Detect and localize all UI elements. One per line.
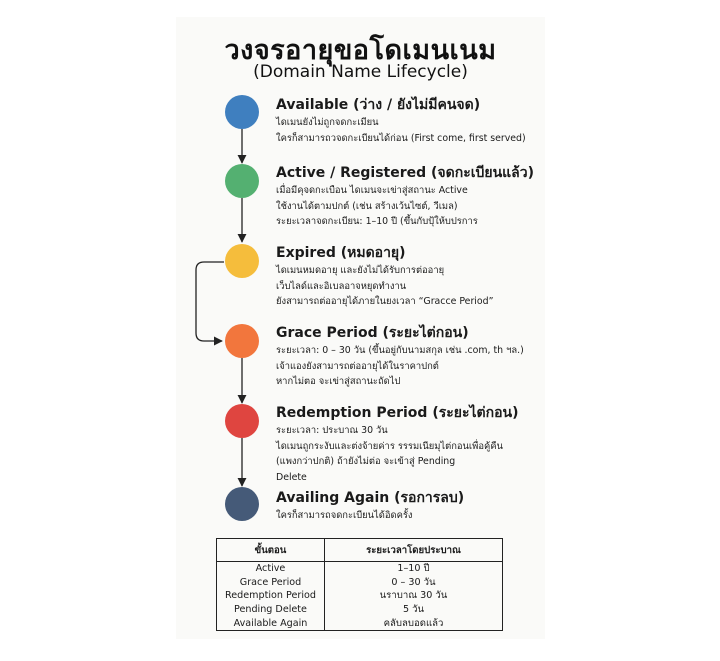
- table-row: [217, 589, 503, 603]
- stage-description-line: ยังสามารถต่ออายุได้ภายในยงเวลา “Gracce Period”: [276, 296, 494, 307]
- duration-cell: นราบาณ 30 วัน: [325, 589, 503, 603]
- stage-cell: Redemption Period: [217, 589, 325, 603]
- stage-title: Available (ว่าง / ยังไม่มีคนจด): [276, 97, 481, 113]
- stage-title: Expired (หมดอายุ): [276, 245, 406, 261]
- arrow-expired-to-grace: [196, 262, 224, 341]
- duration-cell: คลับลบอดแล้ว: [325, 616, 503, 630]
- stage-grace-period: [276, 324, 546, 390]
- stage-title: Grace Period (ระยะไต่กอน): [276, 325, 469, 341]
- stage-expired: [276, 244, 546, 310]
- stage-cell: Pending Delete: [217, 603, 325, 617]
- table-row: [217, 576, 503, 590]
- stage-description-line: ระยะเวลา: 0 – 30 วัน (ขึ้นอยู่กับนามสกุล เช่น .com, th ฯล.): [276, 345, 524, 356]
- duration-cell: 0 – 30 วัน: [325, 576, 503, 590]
- stage-description-line: เว็บไลด์และอิเบลอาจหยุดทำงาน: [276, 280, 407, 292]
- status-dot-active: [225, 164, 259, 198]
- stage-title: Active / Registered (จดกะเบียนแล้ว): [276, 165, 535, 181]
- status-dot-grace-period: [225, 324, 259, 358]
- column-header-stage: ขั้นตอน: [217, 539, 325, 562]
- stage-cell: Grace Period: [217, 576, 325, 590]
- stage-description-line: ใช้งานได้ตามปกต์ (เช่น สร้างเว้นไซต์, วีเมล): [276, 200, 458, 212]
- duration-cell: 5 วัน: [325, 603, 503, 617]
- stage-description-line: ระยะเวลาจดกะเบียน: 1–10 ปี (ขึ้นกับปุ้ให้บปรการ: [276, 216, 478, 227]
- stage-description-line: ใครก็สามารถจดกะเบียนได้อิดครั้ง: [276, 510, 413, 521]
- table-row: [217, 603, 503, 617]
- stage-description-line: ใครก็สามารถวจดกะเบียนได้ก่อน (First come, first served): [276, 132, 526, 144]
- stage-description-line: ไดเมนหมดอายุ และยังไม่ได้รับการต่ออายุ: [276, 265, 445, 276]
- stage-active: [276, 164, 546, 230]
- duration-cell: 1–10 ปี: [325, 562, 503, 576]
- stage-available-again: [276, 489, 546, 524]
- status-dot-redemption: [225, 404, 259, 438]
- page-title: วงจรอายุขอโดเมนเนม: [224, 35, 497, 66]
- stage-cell: Available Again: [217, 616, 325, 630]
- status-dot-available: [225, 95, 259, 129]
- stage-description-line: (แพงกว่าปกติ) ถ้ายังไม่ต่อ จะเข้าสู่ Pending: [276, 456, 456, 467]
- stage-description-line: เจ้าแองยังสามารถต่ออายุได้ในราคาปกต์: [276, 360, 439, 372]
- table-row: [217, 562, 503, 576]
- stage-description-line: ระยะเวลา: ประบาณ 30 วัน: [276, 425, 388, 436]
- table-header-row: [217, 539, 503, 562]
- stage-description-line: หากไม่ตอ จะเข่าสู่สถานะถัดไป: [276, 376, 401, 387]
- column-header-duration: ระยะเวลาโดยประบาณ: [325, 539, 503, 562]
- stage-cell: Active: [217, 562, 325, 576]
- stage-title: Availing Again (รอการลบ): [276, 490, 465, 506]
- table-row: [217, 616, 503, 630]
- status-dot-expired: [225, 244, 259, 278]
- stage-description-line: Delete: [276, 471, 307, 483]
- stage-description-line: ไดเมนถูกระงับและต่งจ้ายค่าร รรรมเนียมุไต่กอนเพื่อคู้คืน: [276, 440, 503, 452]
- status-dot-available-again: [225, 487, 259, 521]
- duration-summary-table: [216, 538, 503, 631]
- page-subtitle: (Domain Name Lifecycle): [253, 62, 468, 82]
- stage-description-line: เมื่อมีคุจดกะเบือน ไดเมนจะเข่าสู่สถานะ Active: [276, 185, 468, 196]
- stage-description-line: ไดเมนยังไม่ถูกจดกะเมียน: [276, 117, 379, 128]
- stage-title: Redemption Period (ระยะไต่กอน): [276, 405, 519, 421]
- stage-available: [276, 96, 546, 146]
- stage-redemption-period: [276, 404, 546, 485]
